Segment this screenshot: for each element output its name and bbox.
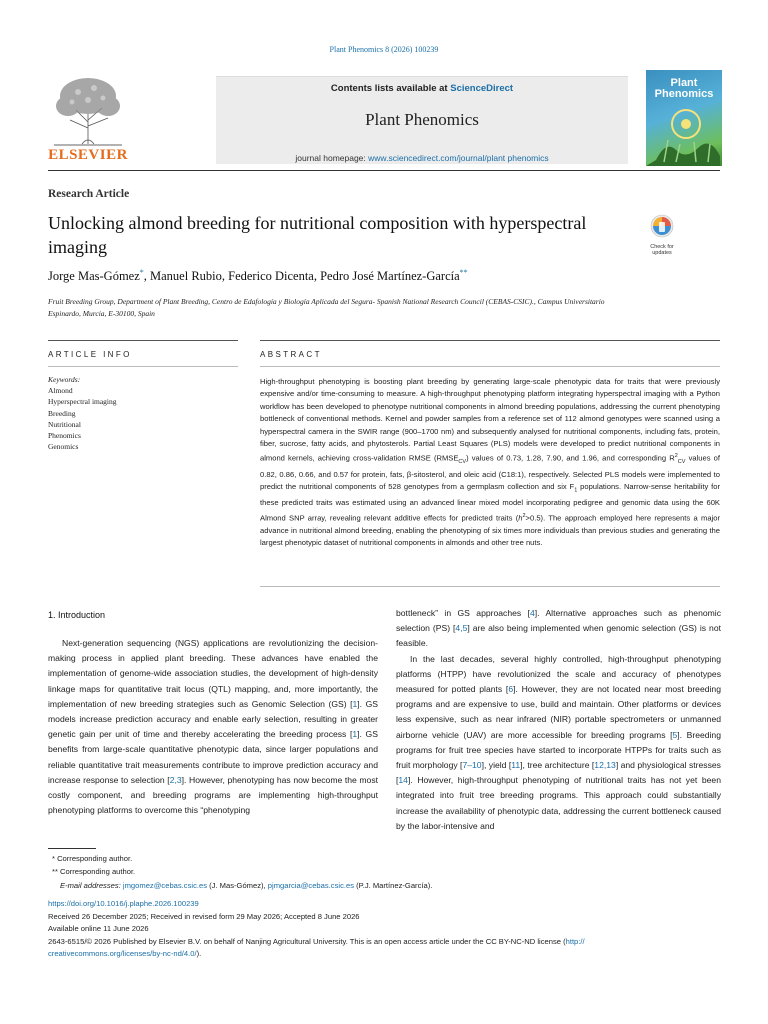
footnote-corresponding-2: ** Corresponding author. (52, 867, 136, 877)
homepage-prefix: journal homepage: (295, 153, 366, 163)
check-for-updates-button[interactable] (640, 213, 684, 256)
abstract-subscript: CV (458, 459, 467, 466)
abstract-heading: ABSTRACT (260, 350, 322, 359)
body-text: ] are also being implemented when genomic selection (GS) is not feasible. (396, 623, 721, 649)
available-online-date: Available online 11 June 2026 (48, 924, 149, 934)
journal-name: Plant Phenomics (365, 110, 479, 129)
doi-link[interactable]: https://doi.org/10.1016/j.plaphe.2026.100239 (48, 899, 199, 908)
citation-link[interactable]: 4 (529, 608, 535, 618)
footnote-emails (52, 879, 712, 892)
citation-link[interactable]: 1 (352, 729, 358, 740)
crossmark-label (640, 244, 684, 256)
elsevier-wordmark: ELSEVIER (48, 147, 128, 163)
footnotes (52, 852, 712, 892)
section-heading-introduction: 1. Introduction (48, 610, 106, 620)
affiliation: Fruit Breeding Group, Department of Plant Breeding, Centro de Edafología y Biología Aplicada del Segura- Spanish National Research Council (CEBAS-CSIC)., Campus Universitario Espinardo, Murcia, E-30100, Spain (48, 297, 605, 318)
license-link[interactable]: creativecommons.org/licenses/by-nc-nd/4.0/ (48, 949, 197, 959)
body-text: bottleneck” in GS approaches [ (396, 608, 530, 618)
license-link[interactable]: http:// (565, 936, 585, 946)
footnote-corresponding-1: * Corresponding author. (52, 854, 133, 863)
license-end: ). (196, 949, 202, 959)
body-text: ]. GS models increase prediction accuracy and enable early selection, resulting in greater genetic gain per unit of time and thereby accelerating the breeding process [ (48, 698, 378, 740)
cover-art-icon (646, 70, 722, 166)
homepage-link[interactable]: www.sciencedirect.com/journal/plant phenomics (368, 153, 549, 163)
article-title: Unlocking almond breeding for nutritional composition with hyperspectral imaging (48, 213, 587, 257)
article-info-rule (48, 340, 238, 341)
body-text: ]. However, high-throughput phenotyping of nutritional traits has not yet been integrated into fruit tree breeding programs. This approach could substantially increase the availability of phenotypic data, addressing the current bottleneck caused by the labor-intensive and (396, 775, 721, 831)
crossmark-icon (640, 213, 684, 239)
body-text: ]. Breeding programs for fruit tree species have started to incorporate HTPPs for traits such as fruit morphology [ (396, 729, 721, 771)
elsevier-logo[interactable] (48, 74, 128, 164)
body-paragraph (396, 606, 721, 652)
cover-title-line-1: Plant (670, 77, 698, 89)
body-text: ]. However, phenotyping has now become the most costly component, and breeding programs are implementing high-throughput phenotyping platforms to overcome this “phenotyping (48, 774, 379, 816)
keywords-block (48, 374, 228, 452)
abstract-subscript: CV (677, 459, 686, 466)
keyword-item: Hyperspectral imaging (48, 397, 117, 407)
article-info-subrule (48, 366, 238, 367)
citation-link[interactable]: 4,5 (455, 623, 468, 634)
corresponding-mark[interactable]: ** (459, 268, 468, 277)
email-label: E-mail addresses: (60, 880, 121, 890)
body-column-left (48, 636, 378, 818)
abstract-segment: High-throughput phenotyping is boosting plant breeding by generating large-scale phenotypic data for traits that were previously expensive and/or time-consuming to measure. A high-throughput phenotyping platform integrating hyperspectral imaging with a Python workflow has been developed to phenotype nutritional components in almond breeding populations, addressing the current phenotyping bottleneck of conventional methods. Kernel and powder samples from a reference set of 112 almond genotypes were scanned using a hyperspectral camera in the SWIR range (900–1700 nm) and subsequently analysed for nutritional components, including fats, protein, fiber, sucrose, fatty acids, and phytosterols. Partial Least Squares (PLS) models were developed to predict nutritional components in almond kernels, achieving cross-validation RMSE (RMSE (260, 377, 720, 463)
body-text: In the last decades, several highly controlled, high-throughput phenotyping platforms (HTPP) have revolutionized the scale and accuracy of phenotypes measured for potted plants [ (396, 653, 721, 695)
article-info-heading: ARTICLE INFO (48, 350, 132, 359)
email-link[interactable]: jmgomez@cebas.csic.es (122, 880, 208, 890)
journal-masthead (48, 70, 720, 166)
keyword-item: Nutritional (48, 419, 81, 429)
crossmark-label-line-1: Check for (650, 244, 674, 250)
keyword-item: Genomics (48, 442, 79, 452)
journal-cover-thumbnail[interactable] (646, 70, 722, 166)
citation-link[interactable]: 12,13 (594, 760, 616, 771)
footnote-rule (48, 848, 96, 849)
body-text: ]. Alternative approaches such as phenomic selection (PS) [ (396, 608, 721, 634)
citation-link[interactable]: 2,3 (169, 774, 182, 785)
abstract-bottom-rule (260, 586, 720, 587)
author-names[interactable]: , Manuel Rubio, Federico Dicenta, Pedro José Martínez-García (143, 269, 460, 284)
body-text: Next-generation sequencing (NGS) applications are revolutionizing the decision-making process in applied plant breeding. These advances have enabled the implementation of genome-wide association studies, the development of high-density linkage maps for quantitative trait locus (QTL) mapping, and, more importantly, the implementation of new breeding strategies such as Genomic Selection (GS) [ (48, 638, 378, 709)
corresponding-mark[interactable]: * (139, 268, 144, 277)
article-metadata (48, 898, 720, 961)
abstract-segment: >0.5). The approach employed here represents a major advance in nutritional almond breeding, enabling the phenotyping of six times more individuals than previous studies and generating the largest phenotypic dataset of nutritional components in almonds and other tree nuts. (260, 513, 720, 547)
sciencedirect-link[interactable]: ScienceDirect (450, 83, 514, 94)
keyword-item: Breeding (48, 408, 76, 418)
body-text: ]. GS benefits from large-scale quantitative phenotypic data, since larger populations and reliable quantitative trait measurements contribute to improve prediction accuracy and increase response to selection [ (48, 729, 378, 785)
citation-link[interactable]: 7–10 (462, 760, 482, 771)
email-link[interactable]: pjmgarcia@cebas.csic.es (267, 880, 354, 890)
abstract-superscript: 2 (522, 512, 526, 519)
citation-link[interactable]: 1 (352, 698, 358, 709)
body-text: ]. However, they are not located near most breeding programs and are expensive to use, build and maintain. Other platforms or devices less expensive, such as near infrared (NIR) portable spectrometers or unmanned airborne vehicle (UAV) are more accessible for breeding programs [ (396, 684, 721, 740)
abstract-superscript: 2 (674, 453, 678, 460)
license-statement (48, 936, 720, 949)
heritability-symbol: h (518, 513, 523, 523)
keywords-label: Keywords: (48, 375, 81, 384)
email-owner: (J. Mas-Gómez), (207, 880, 268, 890)
body-column-right (396, 606, 721, 834)
keyword-item: Phenomics (48, 431, 81, 441)
abstract-text (260, 376, 720, 549)
contents-prefix: Contents lists available at (330, 83, 448, 94)
body-paragraph (48, 636, 378, 818)
received-dates: Received 26 December 2025; Received in revised form 29 May 2026; Accepted 8 June 2026 (48, 911, 360, 921)
abstract-subscript: 1 (574, 487, 578, 494)
citation-link[interactable]: 5 (672, 729, 678, 740)
abstract-subrule (260, 366, 720, 367)
abstract-rule (260, 340, 720, 341)
contents-line (216, 83, 628, 94)
citation-link[interactable]: 14 (398, 775, 408, 786)
keyword-item: Almond (48, 386, 73, 396)
email-owner: (P.J. Martínez-García). (354, 880, 433, 890)
abstract-segment: ) values of 0.73, 1.28, 7.90, and 1.96, and corresponding R (466, 453, 675, 463)
citation-link[interactable]: 11 (511, 760, 521, 771)
abstract-segment: values of 0.82, 0.86, 0.66, and 0.57 for protein, fats, β-sitosterol, and oleic acid (C18:1), respectively. Selected PLS models were implemented to predict the nutritional components of 528 genotypes from a germplasm collection and six F (260, 453, 720, 492)
body-paragraph (396, 652, 721, 834)
journal-info-band (216, 76, 628, 164)
crossmark-label-line-2: updates (652, 250, 672, 256)
citation-link[interactable]: 6 (508, 684, 514, 695)
journal-reference-link[interactable]: Plant Phenomics 8 (2026) 100239 (329, 45, 439, 54)
body-text: ] and physiological stresses [ (396, 760, 721, 786)
author-list (48, 268, 708, 284)
tree-icon (48, 74, 128, 146)
masthead-divider (48, 170, 720, 171)
license-text: 2643-6515/© 2026 Published by Elsevier B.V. on behalf of Nanjing Agricultural University. This is an open access article under the CC BY-NC-ND license ( (48, 936, 566, 946)
author-name[interactable]: Jorge Mas-Gómez (48, 269, 140, 284)
body-text: ], yield [ (481, 760, 512, 771)
license-statement-cont (48, 948, 720, 961)
cover-title-line-2: Phenomics (654, 88, 714, 100)
homepage-line (216, 153, 628, 163)
body-text: ], tree architecture [ (520, 760, 595, 771)
abstract-segment: populations. Narrow-sense heritability for these predicted traits was estimated using an advanced linear mixed model incorporating pedigree and genomic data using the 60K Almond SNP array, revealing relevant additive effects for predicted traits ( (260, 482, 720, 523)
article-type: Research Article (48, 188, 130, 200)
